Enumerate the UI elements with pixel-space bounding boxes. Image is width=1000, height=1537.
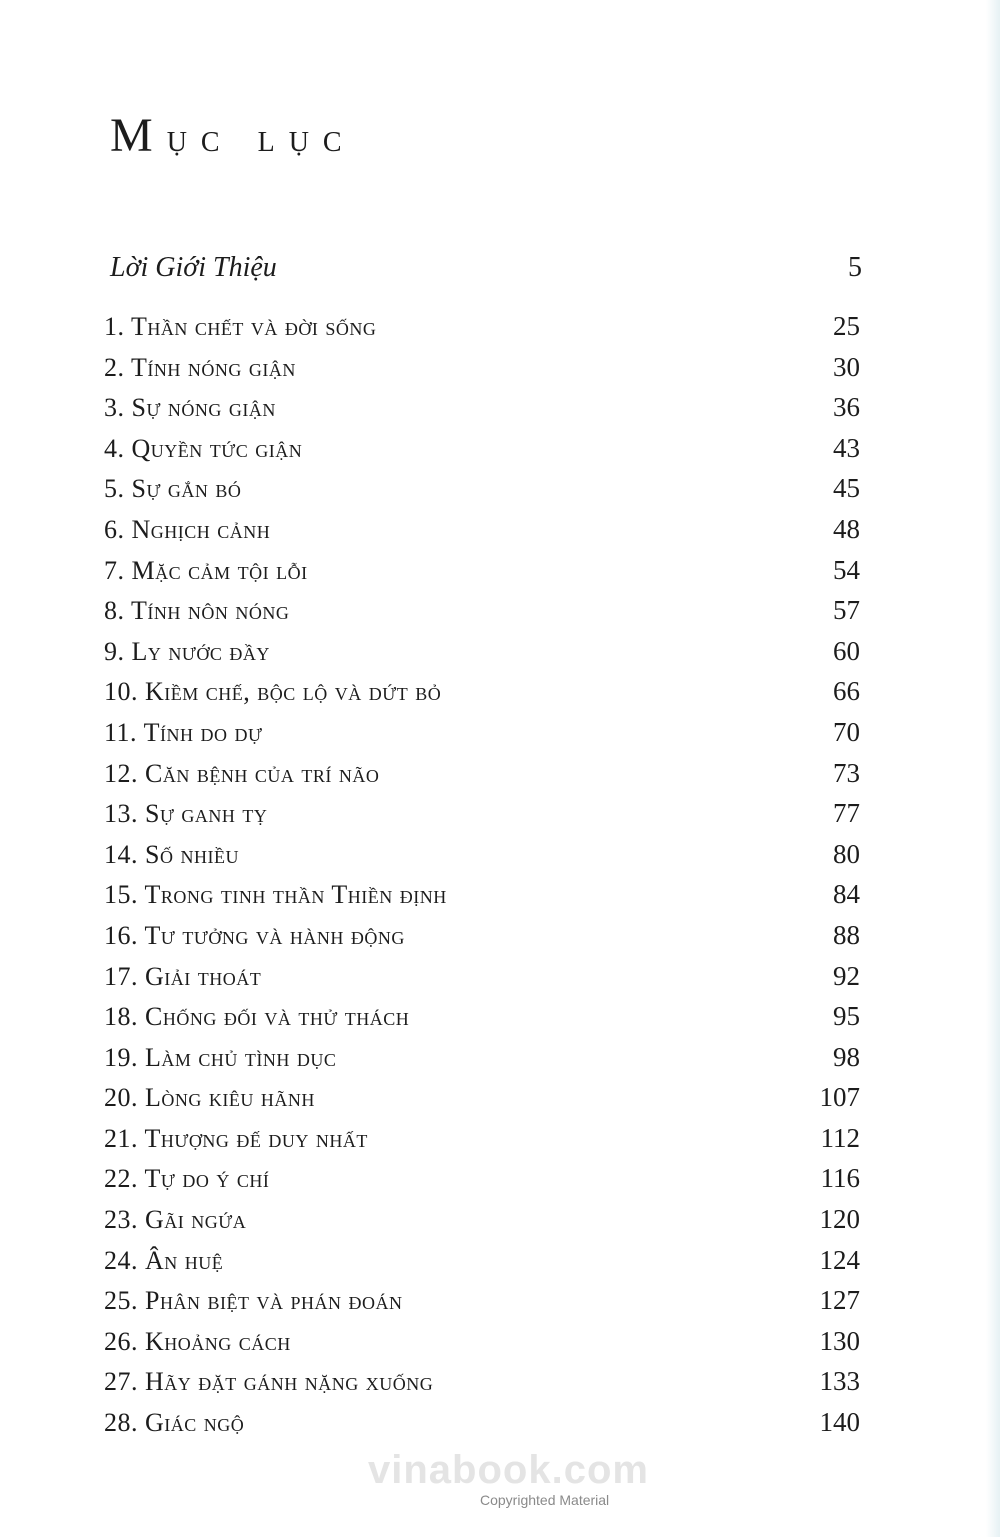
toc-entry[interactable] (104, 956, 860, 997)
toc-entry-number: 22. (104, 1164, 138, 1194)
toc-entry-title (104, 1159, 269, 1199)
toc-entry-page: 140 (819, 1407, 860, 1438)
toc-entry-title (104, 672, 441, 712)
toc-entry[interactable] (104, 347, 860, 388)
toc-entry-page: 133 (819, 1366, 860, 1397)
toc-entry-number: 26. (104, 1326, 138, 1356)
page-edge (986, 0, 1000, 1537)
toc-entry[interactable] (104, 631, 860, 672)
toc-entry-number: 9. (104, 636, 125, 666)
toc-entry-page: 70 (833, 716, 860, 747)
toc-entry[interactable] (104, 428, 860, 469)
toc-entry-number: 15. (104, 880, 138, 910)
toc-entry-page: 107 (819, 1082, 860, 1113)
toc-entry-text: Khoảng cách (145, 1326, 291, 1356)
toc-entry-page: 60 (833, 635, 860, 666)
toc-entry-number: 2. (104, 352, 125, 382)
toc-entry[interactable] (104, 874, 860, 915)
toc-entry-number: 21. (104, 1123, 138, 1153)
intro-page-number: 5 (848, 252, 862, 283)
toc-entry-text: Ly nước đầy (131, 636, 270, 666)
toc-entry-page: 48 (833, 513, 860, 544)
toc-entry[interactable] (104, 590, 860, 631)
toc-entry-number: 12. (104, 758, 138, 788)
toc-entry-title (104, 997, 409, 1037)
toc-entry-text: Căn bệnh của trí não (145, 758, 380, 788)
toc-entry-title (104, 835, 239, 875)
toc-entry[interactable] (104, 712, 860, 753)
toc-entry[interactable] (104, 793, 860, 834)
toc-entry[interactable] (104, 834, 860, 875)
toc-entry-text: Thần chết và đời sống (131, 312, 377, 341)
toc-entry[interactable] (104, 550, 860, 591)
toc-entry-number: 14. (104, 839, 138, 869)
toc-entry-number: 11. (104, 717, 138, 747)
toc-entry-page: 30 (833, 351, 860, 382)
toc-entry-page: 45 (833, 473, 860, 504)
toc-entry-title (104, 1281, 402, 1321)
toc-entry-number: 6. (104, 514, 125, 544)
toc-entry[interactable] (104, 1280, 860, 1321)
toc-entry-text: Thượng đế duy nhất (144, 1123, 368, 1153)
toc-entry-text: Tự do ý chí (144, 1164, 270, 1194)
copyright-notice: Copyrighted Material (480, 1492, 610, 1508)
toc-entry-text: Lòng kiêu hãnh (145, 1083, 315, 1113)
toc-entry-page: 43 (833, 432, 860, 463)
toc-entry-number: 27. (104, 1367, 138, 1397)
toc-entry-number: 16. (104, 920, 138, 950)
toc-entry-page: 84 (833, 879, 860, 910)
toc-entry-number: 7. (104, 555, 125, 585)
toc-entry-text: Gãi ngứa (145, 1205, 247, 1235)
toc-entry-page: 92 (833, 960, 860, 991)
toc-entry[interactable] (104, 387, 860, 428)
toc-entry-text: Tính nôn nóng (131, 596, 290, 626)
toc-entry-title (104, 469, 241, 509)
toc-entry-text: Làm chủ tình dục (145, 1042, 337, 1072)
toc-entry[interactable] (104, 1037, 860, 1078)
toc-entry-page: 116 (820, 1163, 860, 1194)
toc-entry-number: 25. (104, 1286, 138, 1316)
toc-entry-page: 95 (833, 1001, 860, 1032)
toc-entry-title (104, 794, 267, 834)
toc-entry-text: Trong tinh thần Thiền định (144, 880, 447, 910)
toc-entry-title (104, 1038, 336, 1078)
toc-entry-number: 19. (104, 1042, 138, 1072)
toc-entry[interactable] (104, 915, 860, 956)
toc-entry[interactable] (104, 1240, 860, 1281)
toc-entry-text: Quyền tức giận (131, 433, 303, 463)
toc-entry-text: Tư tưởng và hành động (144, 920, 405, 950)
toc-entry-page: 54 (833, 554, 860, 585)
toc-entry[interactable] (104, 671, 860, 712)
toc-entry-text: Tính nóng giận (131, 352, 296, 382)
toc-entry-title (104, 551, 308, 591)
toc-entry-page: 130 (819, 1325, 860, 1356)
toc-entry[interactable] (104, 1321, 860, 1362)
intro-label: Lời Giới Thiệu (110, 252, 277, 283)
toc-entry-title (104, 591, 289, 631)
toc-entry-number: 13. (104, 799, 138, 829)
toc-entry-number: 23. (104, 1205, 138, 1235)
toc-entry-text: Giải thoát (145, 961, 262, 991)
toc-entry-text: Kiềm chế, bộc lộ và dứt bỏ (145, 677, 442, 707)
page-title (110, 108, 356, 163)
toc-entry[interactable] (104, 468, 860, 509)
toc-entry-text: Nghịch cảnh (131, 514, 271, 544)
toc-entry-page: 80 (833, 838, 860, 869)
toc-entry-title (104, 1362, 433, 1402)
toc-entry-number: 28. (104, 1408, 138, 1438)
toc-entry-number: 1. (104, 312, 125, 341)
toc-entry-text: Chống đối và thử thách (145, 1002, 410, 1032)
toc-entry-page: 66 (833, 676, 860, 707)
toc-entry-number: 4. (104, 433, 125, 463)
toc-entry-title (104, 1078, 315, 1118)
toc-entry-title (104, 1403, 244, 1443)
toc-entry-title (104, 429, 302, 469)
toc-entry-title (104, 510, 270, 550)
toc-entry-text: Sự ganh tỵ (145, 799, 268, 829)
toc-entry-title (104, 1241, 223, 1281)
toc-entry[interactable] (104, 753, 860, 794)
toc-entry-text: Mặc cảm tội lỗi (131, 555, 308, 585)
toc-entry-number: 5. (104, 474, 125, 504)
table-of-contents (104, 306, 860, 1443)
toc-intro-entry[interactable] (110, 252, 862, 284)
toc-entry-number: 10. (104, 677, 138, 707)
toc-entry-title (104, 1200, 246, 1240)
toc-entry-text: Phân biệt và phán đoán (145, 1286, 403, 1316)
toc-entry-text: Hãy đặt gánh nặng xuống (145, 1367, 434, 1397)
toc-entry-page: 73 (833, 757, 860, 788)
toc-entry[interactable] (104, 996, 860, 1037)
toc-entry-number: 17. (104, 961, 138, 991)
title-rest: ục lục (166, 115, 356, 160)
toc-entry[interactable] (104, 1361, 860, 1402)
toc-entry-title (104, 1322, 291, 1362)
toc-entry-page: 36 (833, 392, 860, 423)
toc-entry-title (104, 348, 296, 388)
toc-entry-title (104, 632, 270, 672)
toc-entry-text: Sự gắn bó (131, 474, 242, 504)
toc-entry[interactable] (104, 1077, 860, 1118)
toc-entry-title (104, 388, 276, 428)
toc-entry[interactable] (104, 1199, 860, 1240)
toc-entry-text: Tính do dự (143, 717, 263, 747)
toc-entry-title (104, 713, 262, 753)
toc-entry-text: Giác ngộ (145, 1408, 245, 1438)
toc-entry-title (104, 916, 405, 956)
watermark: vinabook.com (368, 1448, 649, 1492)
toc-entry-title (104, 307, 376, 347)
toc-entry-number: 3. (104, 393, 125, 423)
toc-entry-number: 24. (104, 1245, 138, 1275)
toc-entry[interactable] (104, 306, 860, 347)
toc-entry-page: 77 (833, 798, 860, 829)
toc-entry-page: 98 (833, 1041, 860, 1072)
toc-entry-title (104, 875, 447, 915)
toc-entry-page: 25 (833, 311, 860, 341)
toc-entry-page: 124 (819, 1244, 860, 1275)
toc-entry-title (104, 754, 379, 794)
toc-entry-text: Sự nóng giận (131, 393, 276, 423)
toc-entry-page: 57 (833, 595, 860, 626)
toc-entry-title (104, 1119, 368, 1159)
toc-entry[interactable] (104, 1118, 860, 1159)
toc-entry-title (104, 957, 261, 997)
toc-entry-text: Số nhiều (145, 839, 239, 869)
toc-entry-page: 127 (819, 1285, 860, 1316)
toc-entry-text: Ân huệ (145, 1245, 224, 1275)
toc-entry-number: 20. (104, 1083, 138, 1113)
toc-entry-page: 88 (833, 919, 860, 950)
toc-entry[interactable] (104, 1158, 860, 1199)
toc-entry-number: 8. (104, 596, 125, 626)
toc-entry[interactable] (104, 509, 860, 550)
toc-entry-number: 18. (104, 1002, 138, 1032)
title-initial: M (110, 109, 167, 162)
toc-entry-page: 120 (819, 1204, 860, 1235)
toc-entry-page: 112 (820, 1122, 860, 1153)
toc-entry[interactable] (104, 1402, 860, 1443)
